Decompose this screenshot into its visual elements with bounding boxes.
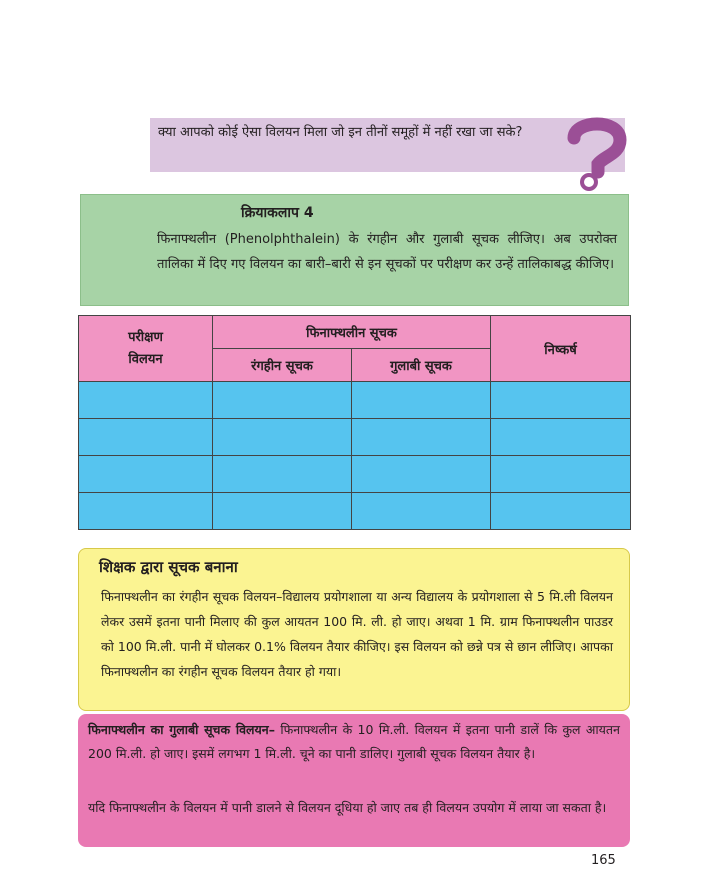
teacher-box-text: फिनाफ्थलीन का रंगहीन सूचक विलयन–विद्यालय प्रयोगशाला या अन्य विद्यालय के प्रयोगशाला से 5 मि.ली विलयन लेकर उसमें इतना पानी मिलाए की कुल आयतन 100 मि. ली. हो जाए। अथवा 1 मि. ग्राम फिनाफ्थलीन पाउडर को 100 मि.ली. पानी में घोलकर 0.1% विलयन तैयार कीजिए। इस विलयन को छन्ने पत्र से छान लीजिए। आपका फिनाफ्थलीन का रंगहीन सूचक विलयन तैयार हो गया।	[101, 589, 613, 679]
table-row	[79, 456, 631, 493]
pink-box-paragraph-1	[88, 718, 620, 766]
page-number: 165	[591, 853, 616, 868]
pink-box-title: फिनाफ्थलीन का गुलाबी सूचक विलयन–	[88, 722, 275, 737]
table-cell[interactable]	[491, 419, 631, 456]
header-colorless-indicator: रंगहीन सूचक	[213, 349, 352, 382]
activity-box	[80, 194, 629, 306]
table-row	[79, 419, 631, 456]
observation-table	[78, 315, 631, 530]
header-indicator: फिनाफ्थलीन सूचक	[213, 316, 491, 349]
table-cell[interactable]	[491, 382, 631, 419]
table-row	[79, 382, 631, 419]
teacher-box-title: शिक्षक द्वारा सूचक बनाना	[99, 558, 238, 576]
table-cell[interactable]	[79, 456, 213, 493]
table-cell[interactable]	[213, 382, 352, 419]
header-pink-indicator: गुलाबी सूचक	[352, 349, 491, 382]
table-cell[interactable]	[79, 382, 213, 419]
header-test-solution: परीक्षण विलयन	[79, 316, 213, 382]
table-cell[interactable]	[213, 493, 352, 530]
pink-box-text-1: फिनाफ्थलीन के 10 मि.ली. विलयन में इतना पानी डालें कि कुल आयतन 200 मि.ली. हो जाए। इसमें लगभग 1 मि.ली. चूने का पानी डालिए। गुलाबी सूचक विलयन तैयार है।	[88, 722, 620, 761]
question-text: क्या आपको कोई ऐसा विलयन मिला जो इन तीनों समूहों में नहीं रखा जा सके?	[158, 125, 523, 140]
activity-title: क्रियाकलाप 4	[241, 205, 314, 221]
pink-box-paragraph-2: यदि फिनाफ्थलीन के विलयन में पानी डालने से विलयन दूधिया हो जाए तब ही विलयन उपयोग में लाया जा सकता है।	[88, 800, 607, 815]
table-cell[interactable]	[213, 419, 352, 456]
table-cell[interactable]	[352, 493, 491, 530]
table-cell[interactable]	[352, 419, 491, 456]
table-cell[interactable]	[352, 456, 491, 493]
question-box	[150, 118, 625, 172]
question-mark-icon	[562, 112, 632, 192]
table-cell[interactable]	[79, 493, 213, 530]
teacher-indicator-box	[78, 548, 630, 711]
table-row	[79, 493, 631, 530]
header-conclusion: निष्कर्ष	[491, 316, 631, 382]
activity-text: फिनाफ्थलीन (Phenolphthalein) के रंगहीन और गुलाबी सूचक लीजिए। अब उपरोक्त तालिका में दिए गए विलयन का बारी–बारी से इन सूचकों पर परीक्षण कर उन्हें तालिकाबद्ध कीजिए।	[157, 232, 617, 272]
pink-indicator-box	[78, 714, 630, 847]
table-cell[interactable]	[352, 382, 491, 419]
table-cell[interactable]	[79, 419, 213, 456]
table-cell[interactable]	[213, 456, 352, 493]
table-cell[interactable]	[491, 493, 631, 530]
table-cell[interactable]	[491, 456, 631, 493]
